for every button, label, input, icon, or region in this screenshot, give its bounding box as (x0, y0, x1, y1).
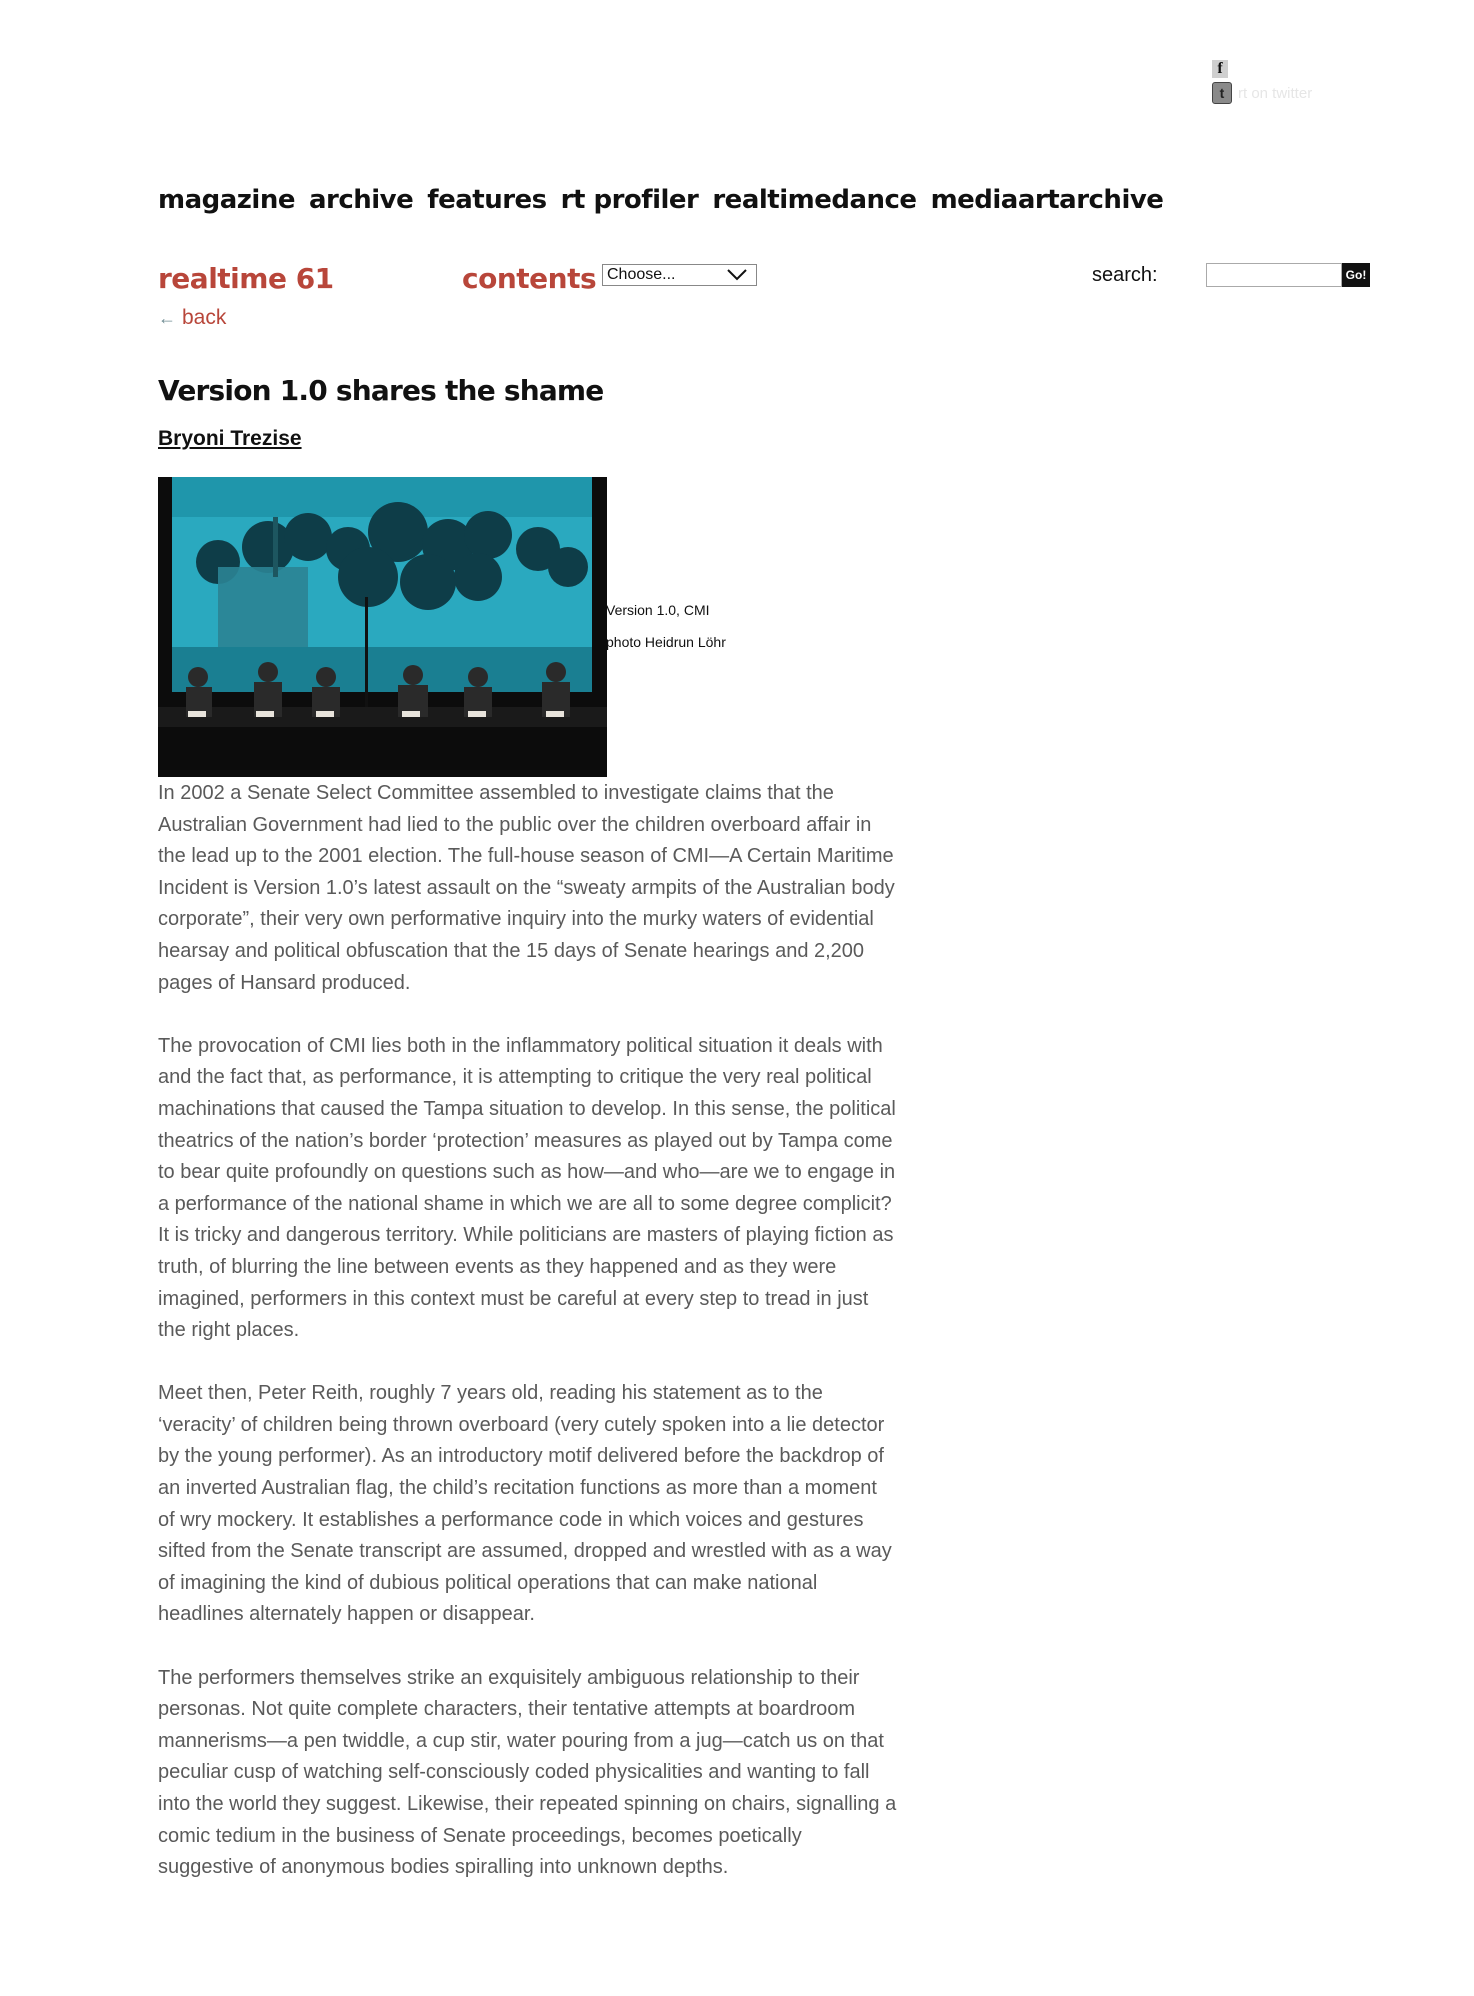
article-paragraph: The provocation of CMI lies both in the inflammatory political situation it deals with and the fact that, as performance, it is attempting to critique the very real political machinations that caused the Tampa situation to develop. In this sense, the political theatrics of the nation’s border ‘protection’ measures as played out by Tampa come to bear quite profoundly on questions such as how—and who—are we to engage in a performance of the national shame in which we are all to some degree complicit? It is tricky and dangerous territory. While politicians are masters of playing fiction as truth, of blurring the line between events as they happened and as they were imagined, performers in this context must be careful at every step to tread in just the right places. (158, 1034, 896, 1342)
contents-label: contents (462, 262, 597, 295)
social-links (1212, 57, 1312, 105)
chevron-down-icon (726, 266, 748, 287)
article-body (158, 778, 898, 1915)
facebook-icon[interactable]: f (1212, 60, 1228, 78)
main-nav (158, 185, 1163, 215)
back-link[interactable] (158, 306, 226, 330)
nav-features[interactable]: features (427, 185, 547, 215)
caption-credit: photo Heidrun Löhr (606, 634, 726, 650)
nav-realtimedance[interactable]: realtimedance (712, 185, 917, 215)
twitter-icon[interactable]: t (1212, 82, 1232, 104)
article-paragraph: The performers themselves strike an exquisitely ambiguous relationship to their personas. Not quite complete characters, their tentative attempts at boardroom mannerisms—a pen twiddle, a cup stir, water pouring from a jug—catch us on that peculiar cusp of watching self-consciously coded physicalities and wanting to fall into the world they suggest. Likewise, their repeated spinning on chairs, signalling a comic tedium in the business of Senate proceedings, becomes poetically suggestive of anonymous bodies spiralling into unknown depths. (158, 1666, 897, 1879)
issue-title[interactable]: realtime 61 (158, 262, 334, 295)
back-label: back (182, 306, 227, 329)
caption-title: Version 1.0, CMI (606, 602, 710, 618)
search-label: search: (1092, 264, 1158, 286)
search-go-button[interactable]: Go! (1342, 263, 1370, 287)
photo-caption (606, 602, 726, 666)
nav-rt-profiler[interactable]: rt profiler (560, 185, 699, 215)
article-photo (158, 477, 607, 777)
article-paragraph: In 2002 a Senate Select Committee assembled to investigate claims that the Australian Government had lied to the public over the children overboard affair in the lead up to the 2001 election. The full-house season of CMI—A Certain Maritime Incident is Version 1.0’s latest assault on the “sweaty armpits of the Australian body corporate”, their very own performative inquiry into the murky waters of evidential hearsay and political obfuscation that the 15 days of Senate hearings and 2,200 pages of Hansard produced. (158, 782, 895, 994)
search-input[interactable] (1206, 263, 1342, 287)
article-title: Version 1.0 shares the shame (158, 374, 604, 407)
back-arrow-icon: ← (158, 307, 176, 328)
nav-archive[interactable]: archive (308, 185, 414, 215)
article-paragraph: Meet then, Peter Reith, roughly 7 years old, reading his statement as to the ‘veracity’ of children being thrown overboard (very cutely spoken into a lie detector by the young performer). As an introductory motif delivered before the backdrop of an inverted Australian flag, the child’s recitation functions as more than a moment of wry mockery. It establishes a performance code in which voices and gestures sifted from the Senate transcript are assumed, dropped and wrestled with as a way of imagining the kind of dubious political operations that can make national headlines alternately happen or disappear. (158, 1382, 892, 1626)
nav-magazine[interactable]: magazine (158, 185, 295, 215)
nav-mediaartarchive[interactable]: mediaartarchive (930, 185, 1164, 215)
contents-select-value: Choose... (607, 266, 676, 283)
contents-select[interactable] (602, 264, 757, 286)
twitter-link[interactable]: rt on twitter (1238, 84, 1313, 102)
author-link[interactable]: Bryoni Trezise (158, 427, 302, 450)
